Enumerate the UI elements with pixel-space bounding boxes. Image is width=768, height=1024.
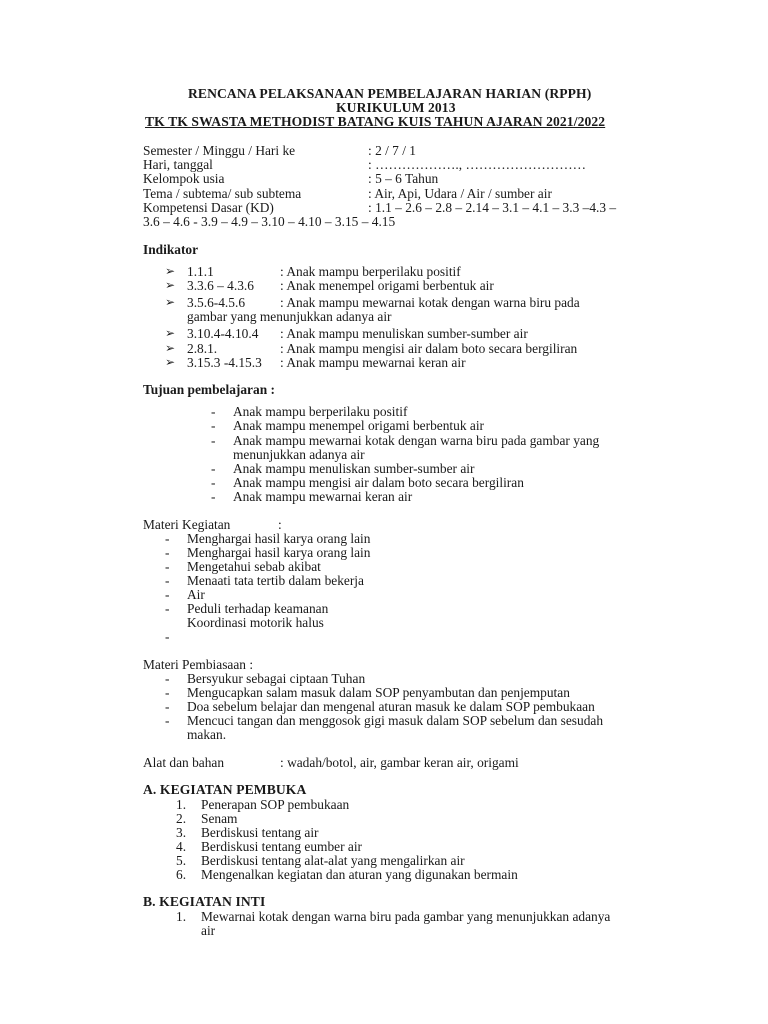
alat-bahan-value: : wadah/botol, air, gambar keran air, origami bbox=[280, 755, 519, 770]
dash-bullet: - bbox=[165, 601, 170, 616]
list-number: 4. bbox=[176, 839, 187, 854]
tujuan-item: Anak mampu mewarnai keran air bbox=[233, 489, 413, 504]
dash-bullet: - bbox=[165, 559, 170, 574]
arrow-bullet-icon: ➢ bbox=[165, 341, 176, 355]
tujuan-item: Anak mampu menempel origami berbentuk air bbox=[233, 418, 484, 433]
materi-kegiatan-item: Menghargai hasil karya orang lain bbox=[187, 545, 371, 560]
info-value-kelompok: : 5 – 6 Tahun bbox=[368, 171, 439, 186]
info-label-tema: Tema / subtema/ sub subtema bbox=[143, 186, 302, 201]
dash-bullet: - bbox=[165, 671, 170, 686]
indikator-text: : Anak mampu berperilaku positif bbox=[280, 264, 461, 279]
doc-title-line2: KURIKULUM 2013 bbox=[336, 100, 456, 115]
info-label-kelompok: Kelompok usia bbox=[143, 171, 225, 186]
list-number: 1. bbox=[176, 797, 187, 812]
dash-bullet: - bbox=[211, 418, 216, 433]
arrow-bullet-icon: ➢ bbox=[165, 278, 176, 292]
materi-kegiatan-item: Koordinasi motorik halus bbox=[187, 615, 324, 630]
materi-pembiasaan-item: Bersyukur sebagai ciptaan Tuhan bbox=[187, 671, 366, 686]
materi-kegiatan-item: Menghargai hasil karya orang lain bbox=[187, 531, 371, 546]
info-value-tema: : Air, Api, Udara / Air / sumber air bbox=[368, 186, 552, 201]
materi-kegiatan-colon: : bbox=[278, 517, 282, 532]
arrow-bullet-icon: ➢ bbox=[165, 355, 176, 369]
indikator-text: : Anak mampu mewarnai keran air bbox=[280, 355, 466, 370]
doc-title-line3: TK TK SWASTA METHODIST BATANG KUIS TAHUN AJARAN 2021/2022 bbox=[145, 114, 606, 129]
materi-kegiatan-item: Peduli terhadap keamanan bbox=[187, 601, 329, 616]
dash-bullet: - bbox=[165, 713, 170, 728]
tujuan-item: Anak mampu berperilaku positif bbox=[233, 404, 408, 419]
list-number: 3. bbox=[176, 825, 187, 840]
dash-bullet: - bbox=[165, 685, 170, 700]
kegiatan-pembuka-item: Penerapan SOP pembukaan bbox=[201, 797, 350, 812]
kegiatan-pembuka-item: Berdiskusi tentang alat-alat yang mengalirkan air bbox=[201, 853, 465, 868]
dash-bullet: - bbox=[165, 699, 170, 714]
materi-pembiasaan-item: Mengucapkan salam masuk dalam SOP penyambutan dan penjemputan bbox=[187, 685, 570, 700]
materi-pembiasaan-item: Mencuci tangan dan menggosok gigi masuk dalam SOP sebelum dan sesudah bbox=[187, 713, 604, 728]
kegiatan-pembuka-item: Berdiskusi tentang eumber air bbox=[201, 839, 363, 854]
info-kd-continuation: 3.6 – 4.6 - 3.9 – 4.9 – 3.10 – 4.10 – 3.15 – 4.15 bbox=[143, 214, 396, 229]
indikator-text: : Anak mampu menuliskan sumber-sumber air bbox=[280, 326, 528, 341]
materi-pembiasaan-item-continuation: makan. bbox=[187, 727, 227, 742]
kegiatan-pembuka-item: Mengenalkan kegiatan dan aturan yang digunakan bermain bbox=[201, 867, 518, 882]
indikator-code: 3.5.6-4.5.6 bbox=[187, 295, 246, 310]
tujuan-item: Anak mampu menuliskan sumber-sumber air bbox=[233, 461, 475, 476]
indikator-heading: Indikator bbox=[143, 242, 199, 257]
info-label-semester: Semester / Minggu / Hari ke bbox=[143, 143, 296, 158]
tujuan-item-continuation: menunjukkan adanya air bbox=[233, 447, 365, 462]
kegiatan-pembuka-item: Senam bbox=[201, 811, 238, 826]
kegiatan-inti-heading: B. KEGIATAN INTI bbox=[143, 894, 266, 909]
arrow-bullet-icon: ➢ bbox=[165, 264, 176, 278]
tujuan-heading: Tujuan pembelajaran : bbox=[143, 382, 275, 397]
indikator-code: 2.8.1. bbox=[187, 341, 218, 356]
materi-kegiatan-item: Menaati tata tertib dalam bekerja bbox=[187, 573, 364, 588]
info-value-hari: : ………………., ……………………… bbox=[368, 157, 586, 172]
kegiatan-pembuka-item: Berdiskusi tentang air bbox=[201, 825, 319, 840]
indikator-text: : Anak mampu mengisi air dalam boto secara bergiliran bbox=[280, 341, 578, 356]
alat-bahan-label: Alat dan bahan bbox=[143, 755, 225, 770]
info-label-hari: Hari, tanggal bbox=[143, 157, 213, 172]
materi-pembiasaan-label: Materi Pembiasaan : bbox=[143, 657, 254, 672]
materi-kegiatan-label: Materi Kegiatan bbox=[143, 517, 231, 532]
list-number: 2. bbox=[176, 811, 187, 826]
list-number: 6. bbox=[176, 867, 187, 882]
indikator-code: 3.15.3 -4.15.3 bbox=[187, 355, 262, 370]
dash-bullet: - bbox=[211, 461, 216, 476]
dash-bullet: - bbox=[165, 573, 170, 588]
arrow-bullet-icon: ➢ bbox=[165, 326, 176, 340]
dash-bullet: - bbox=[211, 489, 216, 504]
indikator-code: 1.1.1 bbox=[187, 264, 214, 279]
dash-bullet: - bbox=[165, 545, 170, 560]
kegiatan-inti-item: Mewarnai kotak dengan warna biru pada gambar yang menunjukkan adanya bbox=[201, 909, 611, 924]
materi-pembiasaan-item: Doa sebelum belajar dan mengenal aturan masuk ke dalam SOP pembukaan bbox=[187, 699, 595, 714]
dash-bullet: - bbox=[165, 531, 170, 546]
kegiatan-inti-item-continuation: air bbox=[201, 923, 216, 938]
dash-bullet: - bbox=[165, 587, 170, 602]
indikator-text-continuation: gambar yang menunjukkan adanya air bbox=[187, 309, 392, 324]
info-label-kd: Kompetensi Dasar (KD) bbox=[143, 200, 274, 215]
indikator-text: : Anak menempel origami berbentuk air bbox=[280, 278, 494, 293]
dash-bullet: - bbox=[211, 404, 216, 419]
info-value-kd: : 1.1 – 2.6 – 2.8 – 2.14 – 3.1 – 4.1 – 3.3 –4.3 – bbox=[368, 200, 617, 215]
arrow-bullet-icon: ➢ bbox=[165, 295, 176, 309]
info-value-semester: : 2 / 7 / 1 bbox=[368, 143, 416, 158]
indikator-text: : Anak mampu mewarnai kotak dengan warna biru pada bbox=[280, 295, 580, 310]
tujuan-item: Anak mampu mewarnai kotak dengan warna biru pada gambar yang bbox=[233, 433, 600, 448]
tujuan-item: Anak mampu mengisi air dalam boto secara bergiliran bbox=[233, 475, 524, 490]
list-number: 5. bbox=[176, 853, 187, 868]
dash-bullet: - bbox=[211, 475, 216, 490]
indikator-code: 3.3.6 – 4.3.6 bbox=[187, 278, 254, 293]
dash-bullet: - bbox=[165, 629, 170, 644]
dash-bullet: - bbox=[211, 433, 216, 448]
doc-title-line1: RENCANA PELAKSANAAN PEMBELAJARAN HARIAN (RPPH) bbox=[188, 86, 592, 101]
materi-kegiatan-item: Air bbox=[187, 587, 205, 602]
list-number: 1. bbox=[176, 909, 187, 924]
kegiatan-pembuka-heading: A. KEGIATAN PEMBUKA bbox=[143, 782, 307, 797]
materi-kegiatan-item: Mengetahui sebab akibat bbox=[187, 559, 321, 574]
indikator-code: 3.10.4-4.10.4 bbox=[187, 326, 259, 341]
